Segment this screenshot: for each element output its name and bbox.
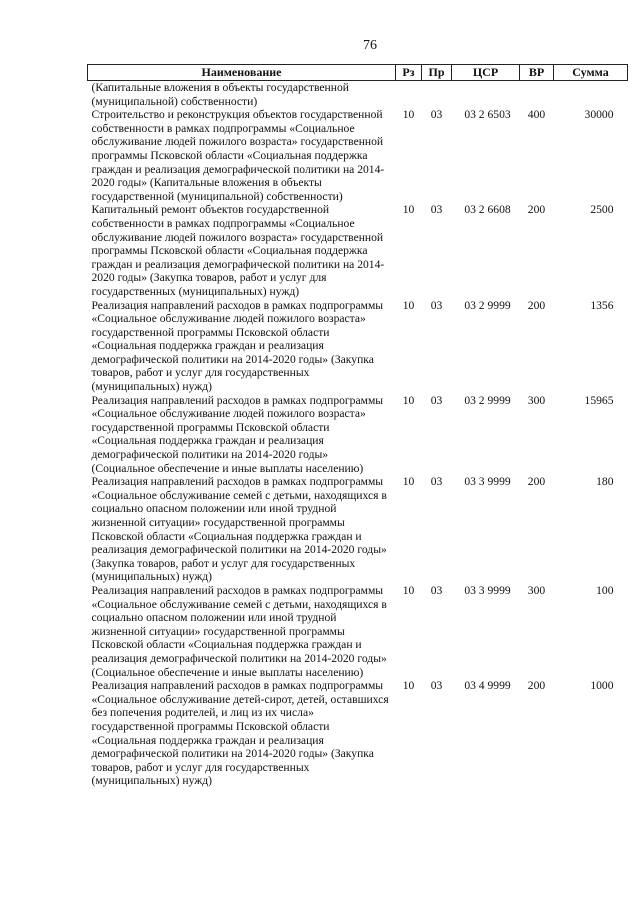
row-csr: [452, 81, 520, 109]
row-name: Реализация направлений расходов в рамках подпрограммы «Социальное обслуживание семей с детьми, находящихся в социально опасном положении или иной трудной жизненной ситуации» государственной программы Псковской области «Социальная поддержка граждан и реализация демографической политики на 2014-2020 годы» (Закупка товаров, работ и услуг для государственных (муниципальных) нужд): [91, 475, 387, 584]
row-rz: 10: [402, 298, 415, 312]
row-pr: 03: [430, 679, 443, 693]
table-row: [88, 108, 628, 203]
row-csr: 03 2 9999: [464, 298, 511, 312]
table-row: [88, 203, 628, 298]
row-pr: 03: [430, 583, 443, 597]
header-sum: Сумма: [554, 65, 628, 81]
row-rz: 10: [402, 108, 415, 122]
row-vr: 200: [527, 475, 546, 489]
table-row: [88, 394, 628, 476]
row-pr: 03: [430, 108, 443, 122]
header-pr: Пр: [422, 65, 452, 81]
row-pr: 03: [430, 475, 443, 489]
row-sum: 2500: [590, 203, 614, 217]
row-name: Реализация направлений расходов в рамках подпрограммы «Социальное обслуживание семей с детьми, находящихся в социально опасном положении или иной трудной жизненной ситуации» государственной программы Псковской области «Социальная поддержка граждан и реализация демографической политики на 2014-2020 годы» (Социальное обеспечение и иные выплаты населению): [91, 583, 387, 679]
table-header-row: [88, 65, 628, 81]
row-pr: 03: [430, 203, 443, 217]
row-csr: 03 2 6503: [464, 108, 511, 122]
row-csr: 03 2 9999: [464, 393, 511, 407]
row-rz: 10: [402, 583, 415, 597]
table-row: [88, 299, 628, 394]
row-sum: 1356: [590, 298, 614, 312]
header-name: Наименование: [88, 65, 396, 81]
table-row: [88, 475, 628, 584]
row-sum: [554, 81, 628, 109]
row-csr: 03 3 9999: [464, 583, 511, 597]
row-name: Строительство и реконструкция объектов государственной собственности в рамках подпрограммы «Социальное обслуживание людей пожилого возраста» государственной программы Псковской области «Социальная поддержка граждан и реализация демографической политики на 2014-2020 годы» (Капитальные вложения в объекты государственной (муниципальной) собственности): [91, 108, 385, 203]
row-name: Реализация направлений расходов в рамках подпрограммы «Социальное обслуживание людей пожилого возраста» государственной программы Псковской области «Социальная поддержка граждан и реализация демографической политики на 2014-2020 годы» (Социальное обеспечение и иные выплаты населению): [91, 393, 384, 475]
table-row: [88, 81, 628, 109]
row-csr: 03 4 9999: [464, 679, 511, 693]
header-rz: Рз: [396, 65, 422, 81]
row-vr: 200: [527, 298, 546, 312]
row-sum: 180: [596, 475, 614, 489]
row-vr: [520, 81, 554, 109]
row-rz: 10: [402, 393, 415, 407]
row-name: Капитальный ремонт объектов государственной собственности в рамках подпрограммы «Социальное обслуживание людей пожилого возраста» государственной программы Псковской области «Социальная поддержка граждан и реализация демографической политики на 2014-2020 годы» (Закупка товаров, работ и услуг для государственных (муниципальных) нужд): [91, 203, 385, 298]
row-pr: 03: [430, 393, 443, 407]
row-name: (Капитальные вложения в объекты государственной (муниципальной) собственности): [91, 81, 349, 108]
row-name: Реализация направлений расходов в рамках подпрограммы «Социальное обслуживание людей пожилого возраста» государственной программы Псковской области «Социальная поддержка граждан и реализация демографической политики на 2014-2020 годы» (Закупка товаров, работ и услуг для государственных (муниципальных) нужд): [91, 298, 384, 394]
row-vr: 300: [527, 583, 546, 597]
row-sum: 100: [596, 583, 614, 597]
row-sum: 30000: [584, 108, 614, 122]
row-rz: [396, 81, 422, 109]
row-rz: 10: [402, 679, 415, 693]
row-pr: 03: [430, 298, 443, 312]
row-vr: 200: [527, 203, 546, 217]
row-vr: 400: [527, 108, 546, 122]
row-rz: 10: [402, 203, 415, 217]
budget-table: [87, 64, 628, 788]
header-vr: ВР: [520, 65, 554, 81]
row-pr: [422, 81, 452, 109]
header-csr: ЦСР: [452, 65, 520, 81]
table-row: [88, 679, 628, 788]
page-number: 76: [363, 38, 377, 53]
row-name: Реализация направлений расходов в рамках подпрограммы «Социальное обслуживание детей-сирот, детей, оставшихся без попечения родителей, и лиц из их числа» государственной программы Псковской области «Социальная поддержка граждан и реализация демографической политики на 2014-2020 годы» (Закупка товаров, работ и услуг для государственных (муниципальных) нужд): [91, 679, 389, 788]
row-csr: 03 2 6608: [464, 203, 511, 217]
row-sum: 15965: [584, 393, 614, 407]
table-row: [88, 584, 628, 679]
row-csr: 03 3 9999: [464, 475, 511, 489]
row-vr: 300: [527, 393, 546, 407]
row-sum: 1000: [590, 679, 614, 693]
row-rz: 10: [402, 475, 415, 489]
row-vr: 200: [527, 679, 546, 693]
